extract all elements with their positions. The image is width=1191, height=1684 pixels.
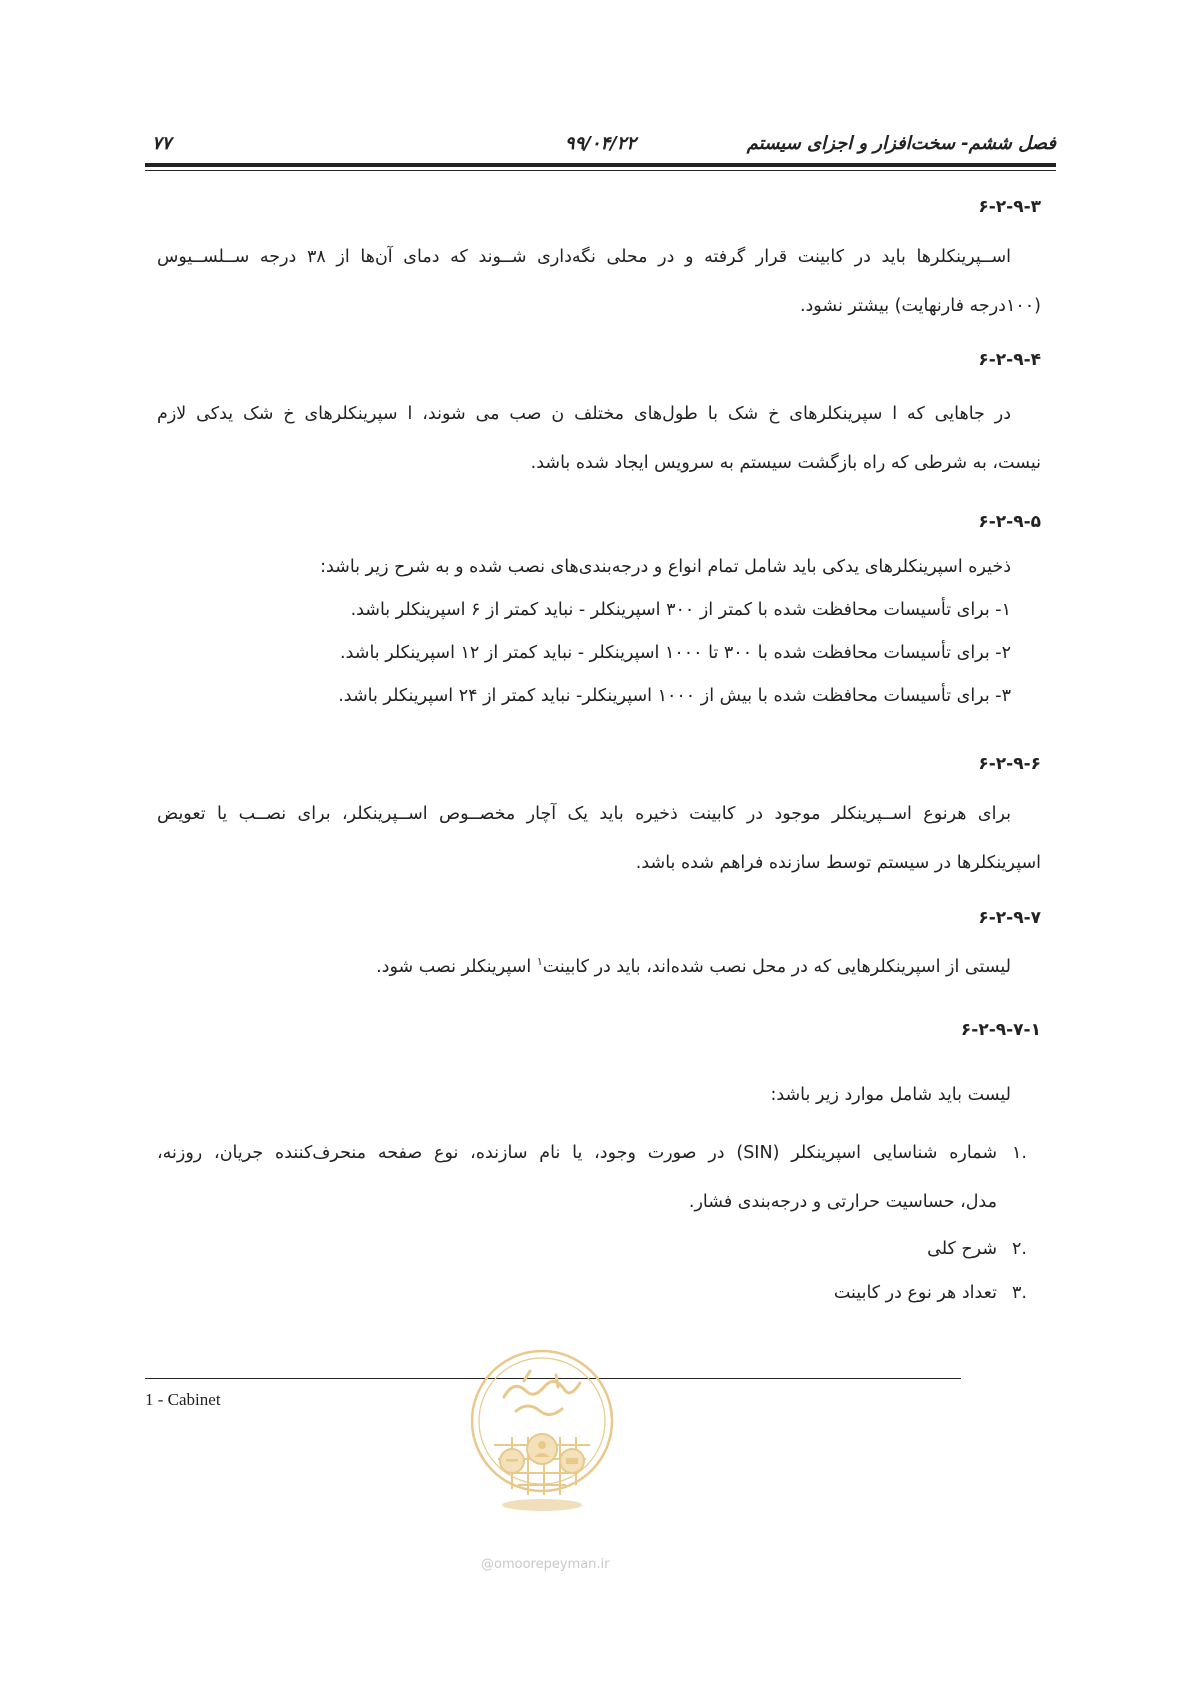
section-5-intro: ذخیره اسپرینکلرهای یدکی باید شامل تمام انواع و درجه‌بندی‌های نصب شده و به شرح زیر باشد:	[320, 557, 1011, 577]
section-6-line-1: برای هرنوع اســپرینکلر موجود در کابینت ذخیره باید یک آچار مخصــوص اســپرینکلر، برای نصــب یا تعویض	[157, 804, 1011, 824]
page-number: ۷۷	[152, 133, 172, 154]
list-marker: .۲	[1012, 1239, 1027, 1259]
footnote-reference: ۱	[536, 955, 543, 968]
list-marker: .۳	[1012, 1283, 1027, 1303]
section-number-6: ۶-۲-۹-۶	[978, 754, 1041, 774]
header-rule-thin	[145, 170, 1056, 171]
section-5-item-1: ۱- برای تأسیسات محافظت شده با کمتر از ۳۰۰ اسپرینکلر - نباید کمتر از ۶ اسپرینکلر باشد.	[350, 600, 1011, 620]
list-item	[157, 1129, 1041, 1227]
section-5-item-2: ۲- برای تأسیسات محافظت شده با ۳۰۰ تا ۱۰۰۰ اسپرینکلر - نباید کمتر از ۱۲ اسپرینکلر باشد.	[340, 643, 1011, 663]
list-item	[157, 1269, 1041, 1318]
header-rule-thick	[145, 163, 1056, 167]
section-number-7: ۶-۲-۹-۷	[978, 908, 1041, 928]
chapter-title: فصل ششم- سخت‌افزار و اجزای سیستم	[746, 133, 1056, 154]
list-item	[157, 1225, 1041, 1274]
section-number-3: ۶-۲-۹-۳	[978, 197, 1041, 217]
section-number-7-1: ۶-۲-۹-۷-۱	[960, 1020, 1041, 1040]
watermark-site: @omoorepeyman.ir	[481, 1557, 610, 1572]
list-item-line-2: مدل، حساسیت حرارتی و درجه‌بندی فشار.	[688, 1192, 997, 1212]
list-item-line-1: تعداد هر نوع در کابینت	[833, 1283, 997, 1303]
section-3-line-1: اســپرینکلرها باید در کابینت قرار گرفته و در محلی نگه‌داری شــوند که دمای آن‌ها از ۳۸ درجه ســلســیوس	[157, 247, 1011, 267]
section-number-5: ۶-۲-۹-۵	[978, 512, 1041, 532]
page-header	[145, 126, 1056, 166]
section-5-item-3: ۳- برای تأسیسات محافظت شده با بیش از ۱۰۰۰ اسپرینکلر- نباید کمتر از ۲۴ اسپرینکلر باشد.	[338, 686, 1011, 706]
section-3-line-2: (۱۰۰درجه فارنهایت) بیشتر نشود.	[799, 296, 1041, 316]
section-number-4: ۶-۲-۹-۴	[978, 350, 1041, 370]
list-item-line-1: شرح کلی	[927, 1239, 997, 1259]
section-4-line-1: در جاهایی که ا سپرینکلرهای خ شک با طول‌های مختلف ن صب می شوند، ا سپرینکلرهای خ شک یدکی لازم	[157, 404, 1011, 424]
watermark-logo	[466, 1345, 618, 1555]
section-4-paragraph	[157, 390, 1041, 488]
section-6-line-2: اسپرینکلرها در سیستم توسط سازنده فراهم شده باشد.	[635, 853, 1041, 873]
section-3-paragraph	[157, 233, 1041, 331]
footnote: 1 - Cabinet	[145, 1390, 221, 1409]
header-date: ۹۹/۰۴/۲۲	[564, 133, 637, 154]
list-item-line-1: شماره شناسایی اسپرینکلر (SIN) در صورت وجود، یا نام سازنده، نوع صفحه منحرف‌کننده جریان، روزنه،	[157, 1143, 997, 1163]
section-7-1-intro: لیست باید شامل موارد زیر باشد:	[770, 1085, 1011, 1105]
section-7-text-after: اسپرینکلر نصب شود.	[376, 956, 537, 977]
section-7-text-before: لیستی از اسپرینکلرهایی که در محل نصب شده‌اند، باید در کابینت	[542, 956, 1011, 977]
section-7-paragraph	[376, 955, 1011, 977]
section-6-paragraph	[157, 790, 1041, 888]
list-marker: .۱	[1012, 1143, 1027, 1163]
section-4-line-2: نیست، به شرطی که راه بازگشت سیستم به سرویس ایجاد شده باشد.	[530, 453, 1041, 473]
